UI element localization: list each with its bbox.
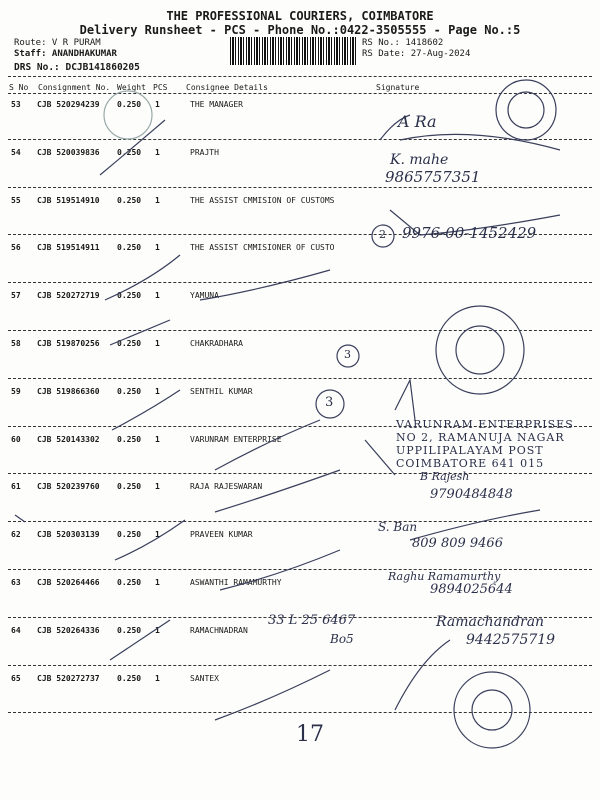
signature-row53: A Ra xyxy=(398,112,437,131)
stamp-line: VARUNRAM ENTERPRISES xyxy=(396,418,574,431)
cell-weight: 0.250 xyxy=(117,195,142,205)
cell-consignee: RAJA RAJESWARAN xyxy=(190,482,263,492)
cell-pcs: 1 xyxy=(155,195,160,205)
signature-row54-phone: 9865757351 xyxy=(385,168,481,186)
cell-sno: 59 xyxy=(11,386,21,396)
cell-weight: 0.250 xyxy=(117,625,142,635)
cell-consignment: CJB 520303139 xyxy=(37,530,100,540)
cell-consignment: CJB 520294239 xyxy=(37,100,100,109)
cell-pcs: 1 xyxy=(155,530,160,540)
stamp-varunram xyxy=(396,418,574,470)
cell-consignment: CJB 520039836 xyxy=(37,147,100,157)
col-sno: S No xyxy=(9,83,29,92)
cell-consignment: CJB 519866360 xyxy=(37,386,100,396)
cell-consignment: CJB 520272737 xyxy=(37,673,100,683)
runsheet-title: Delivery Runsheet - PCS - Phone No.:0422-3505555 - Page No.:5 xyxy=(79,23,521,37)
cell-consignment: CJB 520264336 xyxy=(37,625,100,635)
cell-sno: 53 xyxy=(11,100,21,109)
cell-weight: 0.250 xyxy=(117,386,142,396)
cell-consignment: CJB 519514911 xyxy=(37,243,100,253)
company-title: THE PROFESSIONAL COURIERS, COIMBATORE xyxy=(166,9,434,23)
cell-sno: 65 xyxy=(11,673,21,683)
cell-pcs: 1 xyxy=(155,243,160,253)
col-consignment: Consignment No. xyxy=(38,83,111,92)
round-stamp-icon xyxy=(104,91,152,139)
cell-sno: 64 xyxy=(11,625,21,635)
circled-number-3b: 3 xyxy=(325,395,334,410)
cell-weight: 0.250 xyxy=(117,291,142,301)
rs-number: RS No.: 1418602 xyxy=(362,38,444,48)
staff-label: Staff: ANANDHAKUMAR xyxy=(14,49,117,59)
signature-row56-phone: 9976-00-1452429 xyxy=(402,224,537,242)
signature-row62-phone: 809 809 9466 xyxy=(412,536,503,551)
circled-number-2: 2 xyxy=(379,228,386,241)
signature-row63-phone: 9894025644 xyxy=(430,582,513,597)
cell-consignment: CJB 520239760 xyxy=(37,482,100,492)
cell-weight: 0.250 xyxy=(117,530,142,540)
cell-weight: 0.250 xyxy=(117,147,142,157)
cell-consignee: THE MANAGER xyxy=(190,100,243,109)
signature-row62-name: S. Ban xyxy=(378,520,418,534)
cell-pcs: 1 xyxy=(155,482,160,492)
signature-row61-name: B Rajesh xyxy=(420,470,470,483)
cell-consignee: VARUNRAM ENTERPRISE xyxy=(190,434,282,444)
cell-consignee: THE ASSIST CMMISION OF CUSTOMS xyxy=(190,195,335,205)
cell-consignee: SANTEX xyxy=(190,673,219,683)
cell-consignment: CJB 520264466 xyxy=(37,578,100,587)
signature-row54-name: K. mahe xyxy=(390,152,449,168)
cell-consignment: CJB 519870256 xyxy=(37,339,100,348)
cell-pcs: 1 xyxy=(155,434,160,444)
cell-sno: 61 xyxy=(11,482,21,492)
signature-row64-name: Ramachandran xyxy=(436,614,545,630)
cell-pcs: 1 xyxy=(155,339,160,348)
cell-consignee: ASWANTHI RAMAMURTHY xyxy=(190,578,282,587)
cell-consignment: CJB 519514910 xyxy=(37,195,100,205)
cell-weight: 0.250 xyxy=(117,434,142,444)
cell-pcs: 1 xyxy=(155,625,160,635)
note-row64-line1: 33 L 25 6467 xyxy=(268,613,356,628)
col-pcs: PCS xyxy=(153,83,168,92)
drs-number: DRS No.: DCJB141860205 xyxy=(14,62,140,73)
cell-sno: 58 xyxy=(11,339,21,348)
note-row64-line2: Bo5 xyxy=(330,632,354,646)
stamp-line: UPPILIPALAYAM POST xyxy=(396,444,544,457)
cell-pcs: 1 xyxy=(155,147,160,157)
cell-consignee: CHAKRADHARA xyxy=(190,339,243,348)
cell-weight: 0.250 xyxy=(117,482,142,492)
cell-pcs: 1 xyxy=(155,673,160,683)
cell-sno: 62 xyxy=(11,530,21,540)
cell-weight: 0.250 xyxy=(117,578,142,587)
round-stamp-icon xyxy=(496,80,556,140)
cell-sno: 56 xyxy=(11,243,21,253)
cell-sno: 63 xyxy=(11,578,21,587)
cell-consignment: CJB 520272719 xyxy=(37,291,100,301)
cell-consignment: CJB 520143302 xyxy=(37,434,100,444)
cell-weight: 0.250 xyxy=(117,673,142,683)
cell-sno: 60 xyxy=(11,434,21,444)
cell-pcs: 1 xyxy=(155,578,160,587)
col-consignee: Consignee Details xyxy=(186,83,268,92)
signature-row63-name: Raghu Ramamurthy xyxy=(388,570,501,583)
cell-sno: 57 xyxy=(11,291,21,301)
cell-consignee: YAMUNA xyxy=(190,291,219,301)
round-stamp-icon xyxy=(436,306,524,394)
col-weight: Weight xyxy=(117,83,146,92)
cell-consignee: PRAVEEN KUMAR xyxy=(190,530,253,540)
signature-row61-phone: 9790484848 xyxy=(430,487,513,502)
cell-weight: 0.250 xyxy=(117,339,142,348)
cell-consignee: RAMACHNADRAN xyxy=(190,625,248,635)
cell-pcs: 1 xyxy=(155,386,160,396)
cell-sno: 54 xyxy=(11,147,21,157)
cell-consignee: THE ASSIST CMMISIONER OF CUSTO xyxy=(190,243,335,253)
col-signature: Signature xyxy=(376,83,420,92)
cell-consignee: PRAJTH xyxy=(190,147,219,157)
stamp-line: COIMBATORE 641 015 xyxy=(396,457,545,470)
cell-pcs: 1 xyxy=(155,100,160,109)
round-stamp-icon xyxy=(454,672,530,748)
route-label: Route: V R PURAM xyxy=(14,38,101,48)
page-number-handwritten: 17 xyxy=(296,722,324,747)
cell-pcs: 1 xyxy=(155,291,160,301)
cell-sno: 55 xyxy=(11,195,21,205)
signature-row64-phone: 9442575719 xyxy=(466,632,556,648)
cell-weight: 0.250 xyxy=(117,100,142,109)
circled-number-3a: 3 xyxy=(344,348,351,361)
stamp-line: NO 2, RAMANUJA NAGAR xyxy=(396,431,565,444)
cell-weight: 0.250 xyxy=(117,243,142,253)
rs-date: RS Date: 27-Aug-2024 xyxy=(362,49,471,59)
cell-consignee: SENTHIL KUMAR xyxy=(190,386,253,396)
